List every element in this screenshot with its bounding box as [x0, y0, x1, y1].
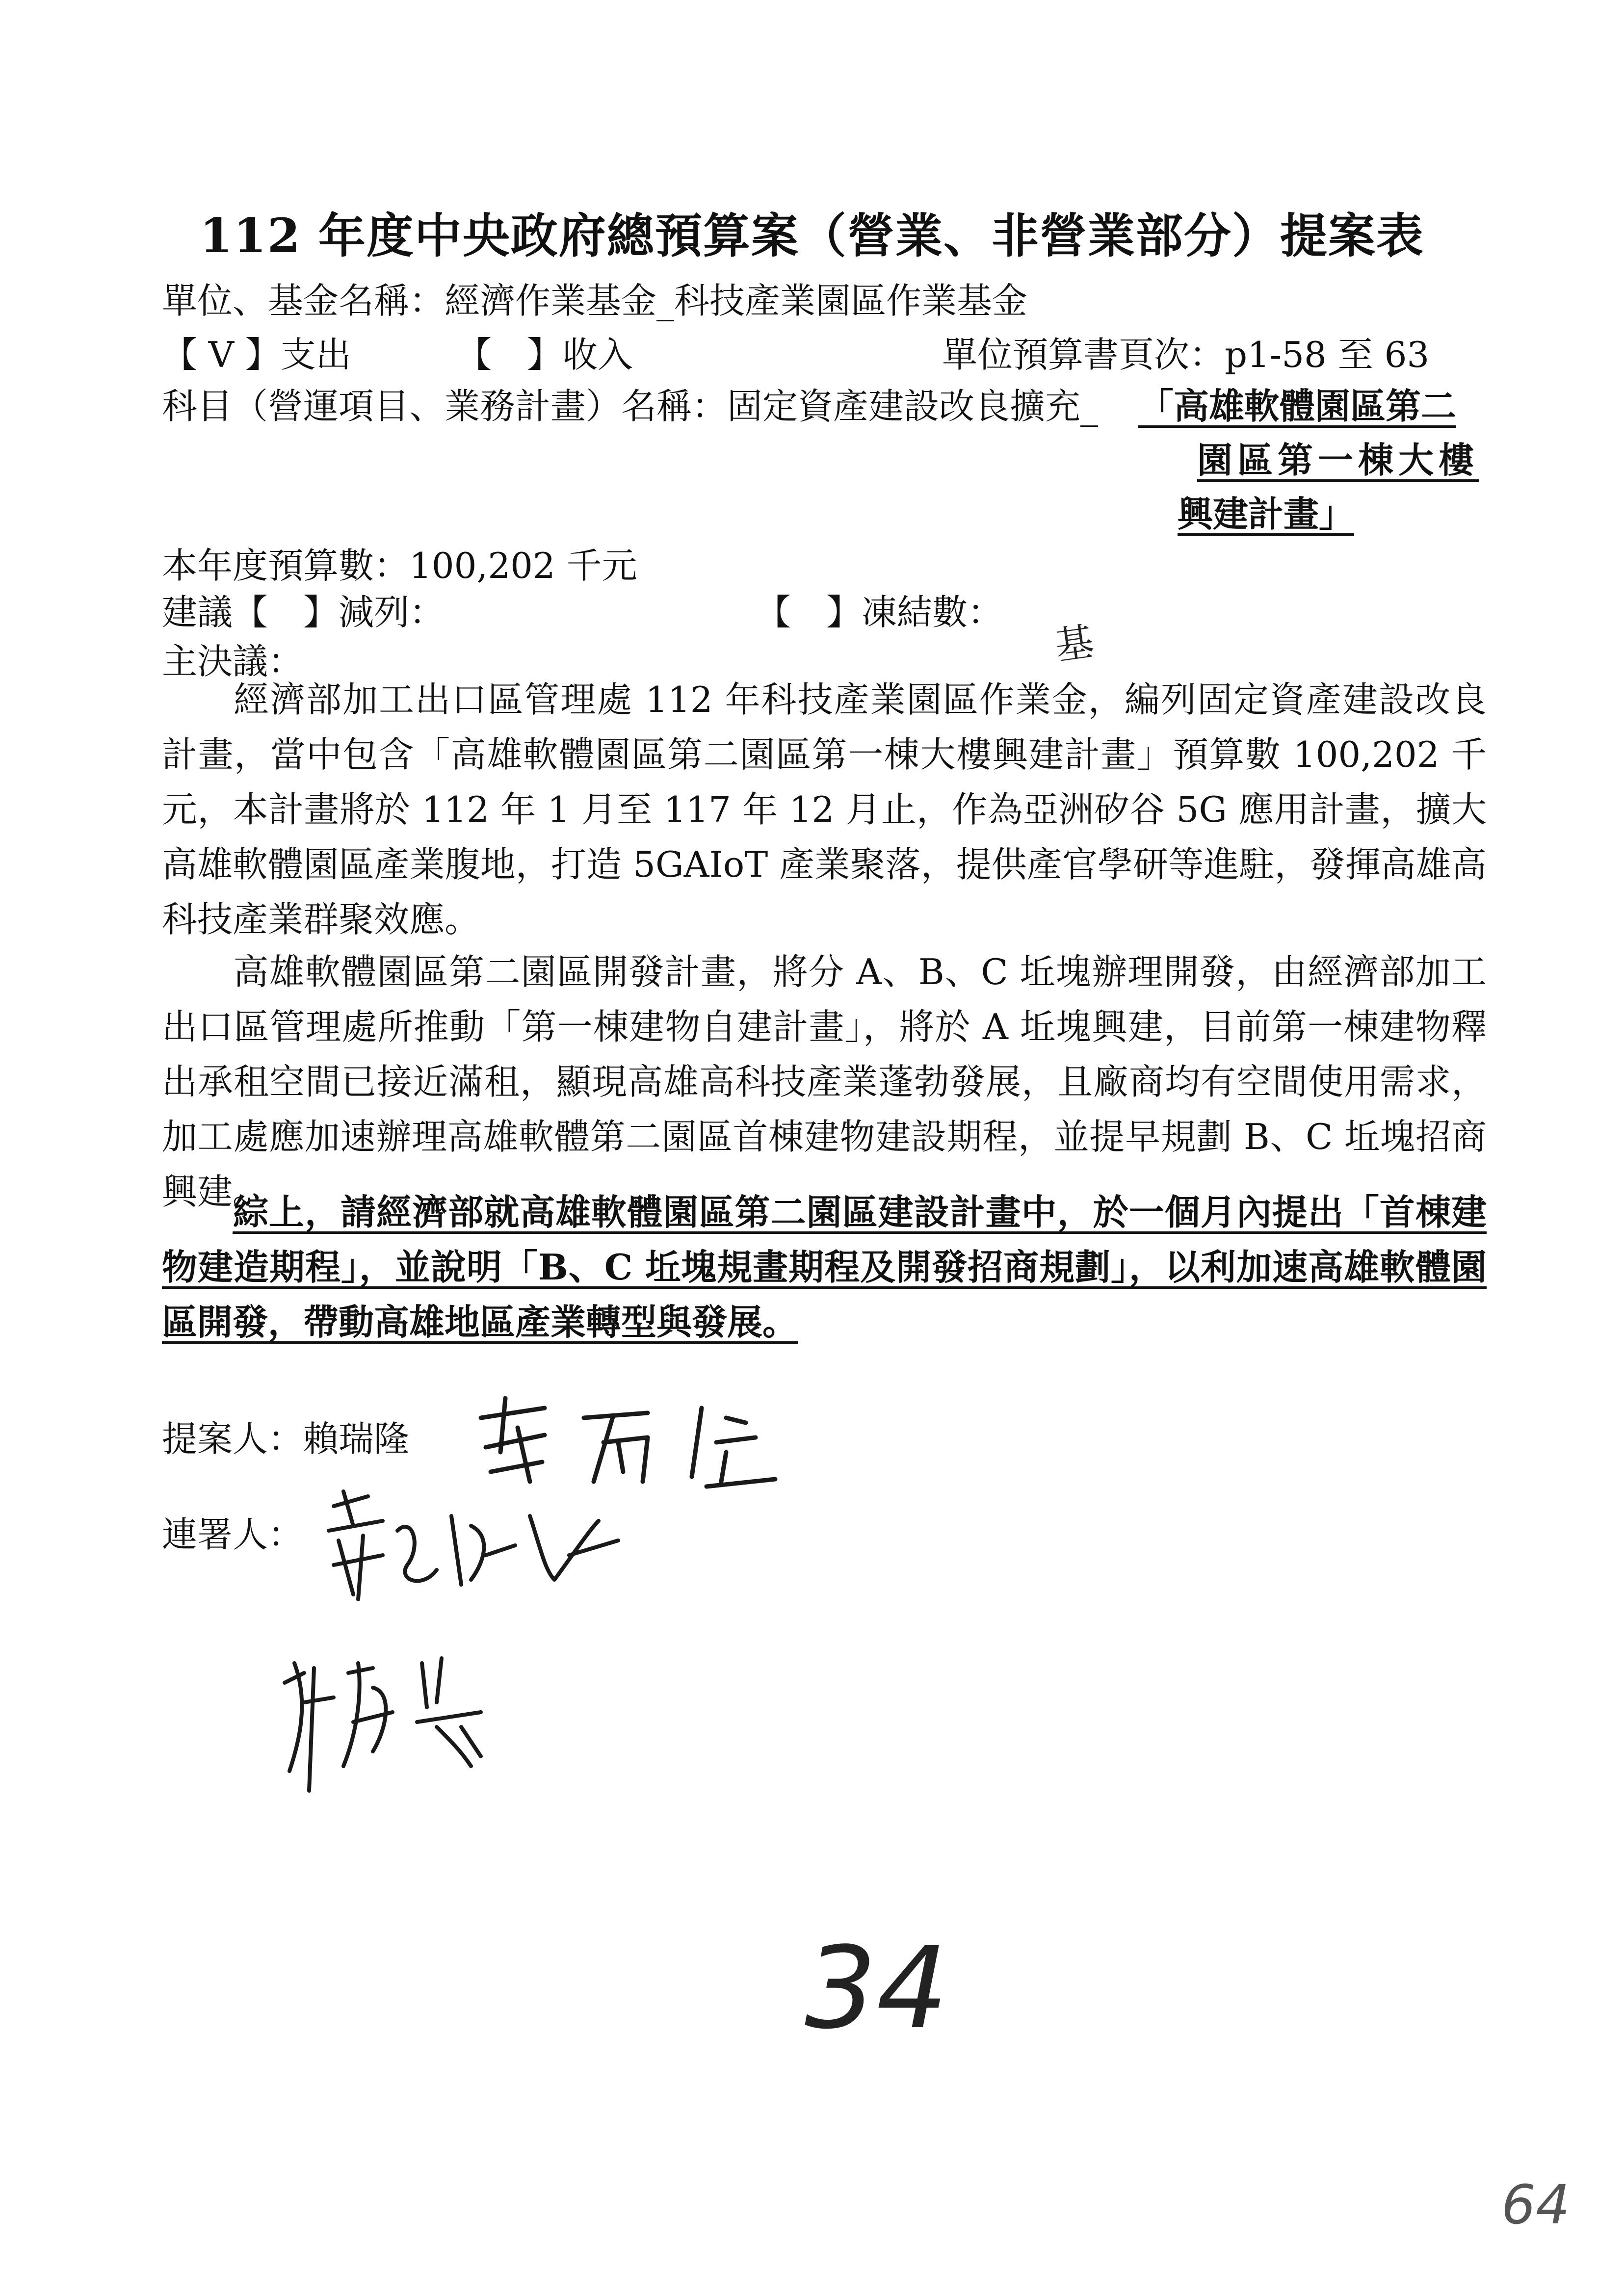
expense-checkbox-label: 【 V 】支出 [162, 334, 351, 375]
subject-name-line-3: 興建計畫」 [1178, 493, 1355, 535]
document-title: 112 年度中央政府總預算案（營業、非營業部分）提案表 [200, 208, 1424, 263]
cosigner-signature-1 [324, 1487, 638, 1614]
subject-name-prefix: 科目（營運項目、業務計畫）名稱：固定資產建設改良擴充_ [162, 386, 1099, 427]
cosigner-signature-2 [275, 1644, 550, 1800]
paragraph-1 [162, 672, 1487, 947]
page-number-handwritten: 34 [805, 1923, 948, 2054]
paragraph-3 [162, 1185, 1487, 1350]
suggest-reduction-label: 建議【 】減列： [162, 592, 445, 633]
paragraph-2 [162, 944, 1487, 1219]
handwritten-correction: 基 [1052, 619, 1097, 669]
paragraph-3-text: 綜上，請經濟部就高雄軟體園區第二園區建設計畫中，於一個月內提出「首棟建物建造期程」，並說明「B、C 坵塊規畫期程及開發招商規劃」，以利加速高雄軟體園區開發，帶動高雄地區產業轉型與發展。 [162, 1191, 1487, 1343]
paragraph-1-text: 經濟部加工出口區管理處 112 年科技產業園區作業金，編列固定資產建設改良計畫，當中包含「高雄軟體園區第二園區第一棟大樓興建計畫」預算數 100,202 千元，本計畫將於 112 年 1 月至 117 年 12 月止，作為亞洲矽谷 5G 應用計畫，擴大高雄軟體園區產業腹地，打造 5GAIoT 產業聚落，提供產官學研等進駐，發揮高雄高科技產業群聚效應。 [162, 679, 1487, 940]
proposer-signature [471, 1388, 824, 1496]
unit-fund-name: 單位、基金名稱：經濟作業基金_科技產業園區作業基金 [162, 280, 1028, 321]
freeze-amount-label: 【 】凍結數： [756, 592, 1003, 633]
budget-amount: 本年度預算數：100,202 千元 [162, 545, 637, 586]
corner-page-number: 64 [1501, 2173, 1570, 2236]
proposer-label: 提案人：賴瑞隆 [162, 1418, 410, 1460]
subject-name-line-2: 園區第一棟大樓 [1197, 439, 1479, 481]
cosigner-label: 連署人： [162, 1514, 304, 1555]
main-resolution-label: 主決議： [162, 641, 304, 682]
budget-page-reference: 單位預算書頁次：p1-58 至 63 [942, 334, 1430, 375]
subject-name-line-1: 「高雄軟體園區第二 [1138, 385, 1457, 427]
income-checkbox-label: 【 】收入 [456, 334, 633, 375]
paragraph-2-text: 高雄軟體園區第二園區開發計畫，將分 A、B、C 坵塊辦理開發，由經濟部加工出口區管理處所推動「第一棟建物自建計畫」，將於 A 坵塊興建，目前第一棟建物釋出承租空間已接近滿租，顯現高雄高科技產業蓬勃發展，且廠商均有空間使用需求，加工處應加速辦理高雄軟體第二園區首棟建物建設期程，並提早規劃 B、C 坵塊招商興建。 [162, 951, 1487, 1212]
